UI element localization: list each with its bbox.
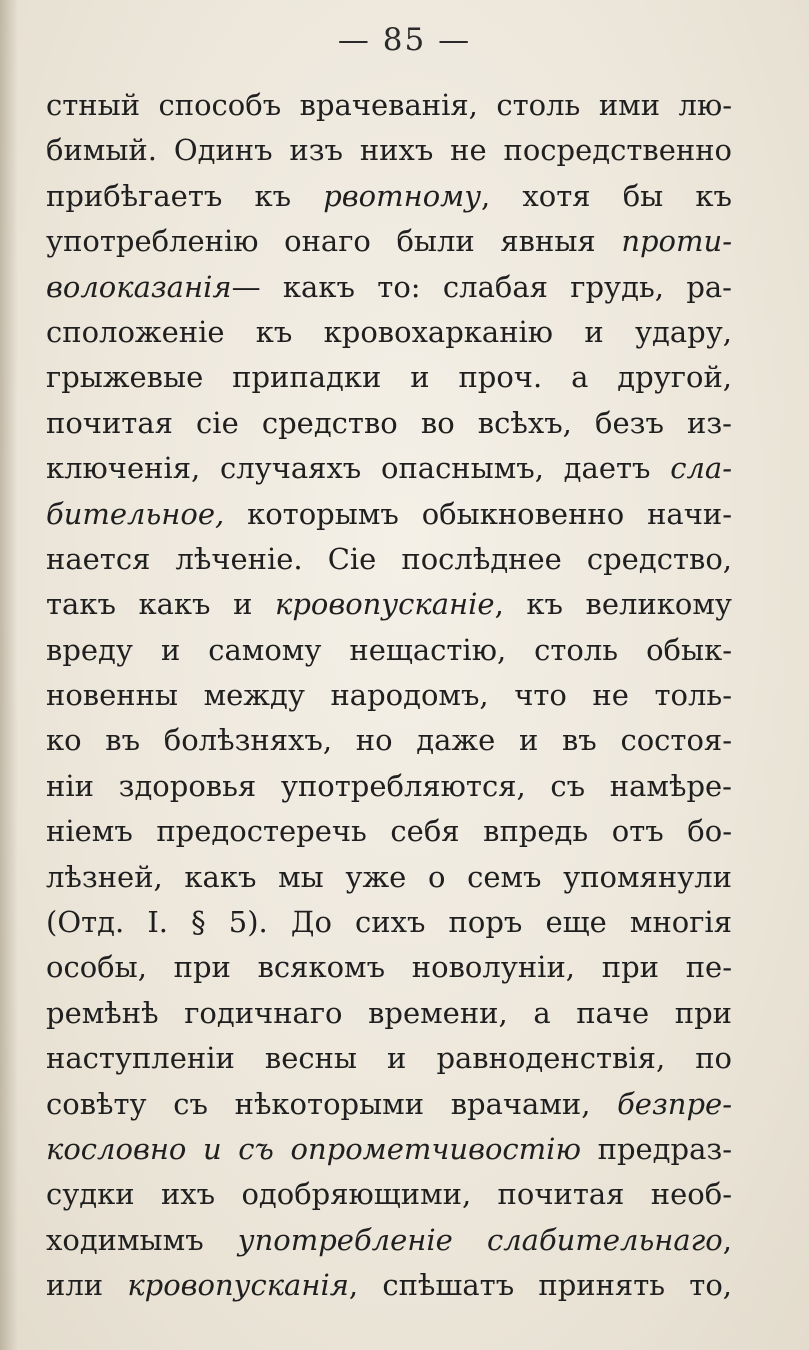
text-line xyxy=(46,1218,732,1263)
italic-text: кословно и съ опрометчивостію xyxy=(46,1131,581,1166)
text-segment: грыжевые припадки и проч. а другой, xyxy=(46,360,732,395)
text-segment: судки ихъ одобряющими, почитая необ- xyxy=(46,1177,732,1212)
text-segment: ніемъ предостеречь себя впредь отъ бо- xyxy=(46,814,732,849)
text-segment: (Отд. I. § 5). До сихъ поръ еще многія xyxy=(46,905,732,940)
text-line xyxy=(46,446,732,491)
text-line xyxy=(46,673,732,718)
text-line xyxy=(46,718,732,763)
text-line xyxy=(46,265,732,310)
text-line xyxy=(46,764,732,809)
text-segment: — какъ то: слабая грудь, ра- xyxy=(231,269,732,304)
text-segment: , къ великому xyxy=(494,587,732,622)
text-segment: , спѣшатъ принять то, xyxy=(348,1268,732,1303)
text-segment: почитая сіе средство во всѣхъ, безъ из- xyxy=(46,405,732,440)
body-text xyxy=(46,83,732,1309)
text-line xyxy=(46,1127,732,1172)
text-segment: такъ какъ и xyxy=(46,587,275,622)
text-segment: ко въ болѣзняхъ, но даже и въ состоя- xyxy=(46,723,732,758)
italic-text: кровопусканія xyxy=(127,1268,349,1303)
text-segment: употребленію онаго были явныя xyxy=(46,224,622,259)
text-line xyxy=(46,128,732,173)
text-line xyxy=(46,855,732,900)
page-number: — 85 — xyxy=(337,22,472,58)
italic-text: употребленіе слабительнаго xyxy=(237,1222,723,1257)
text-segment: лѣзней, какъ мы уже о семъ упомянули xyxy=(46,859,732,894)
text-segment: бимый. Одинъ изъ нихъ не посредственно xyxy=(46,133,732,168)
text-line xyxy=(46,83,732,128)
text-line xyxy=(46,1082,732,1127)
italic-text: безпре- xyxy=(617,1086,732,1121)
text-line xyxy=(46,991,732,1036)
italic-text: сла- xyxy=(670,451,732,486)
italic-text: рвотному xyxy=(323,178,482,213)
text-line xyxy=(46,582,732,627)
text-line xyxy=(46,900,732,945)
text-segment: совѣту съ нѣкоторыми врачами, xyxy=(46,1086,618,1121)
italic-text: бительное, xyxy=(46,496,225,531)
italic-text: проти- xyxy=(621,224,732,259)
text-line xyxy=(46,1172,732,1217)
text-segment: вреду и самому нещастію, столь обык- xyxy=(46,632,732,667)
italic-text: кровопусканіе xyxy=(275,587,495,622)
text-segment: особы, при всякомъ новолуніи, при пе- xyxy=(46,950,732,985)
text-line xyxy=(46,219,732,264)
text-segment: или xyxy=(46,1268,128,1303)
text-segment: сположеніе къ кровохарканію и удару, xyxy=(46,314,732,349)
text-segment: ключенія, случаяхъ опаснымъ, даетъ xyxy=(46,451,671,486)
text-segment: нается лѣченіе. Сіе послѣднее средство, xyxy=(46,541,732,576)
text-segment: , xyxy=(722,1222,732,1257)
text-segment: ходимымъ xyxy=(46,1222,238,1257)
italic-text: волоказанія xyxy=(46,269,232,304)
text-segment: новенны между народомъ, что не толь- xyxy=(46,678,732,713)
text-segment: ремѣнѣ годичнаго времени, а паче при xyxy=(46,995,732,1030)
text-line xyxy=(46,628,732,673)
text-line xyxy=(46,809,732,854)
text-line xyxy=(46,355,732,400)
text-line xyxy=(46,401,732,446)
text-segment: наступленіи весны и равноденствія, по xyxy=(46,1041,732,1076)
text-line xyxy=(46,492,732,537)
page-edge-shadow xyxy=(0,0,18,1350)
text-line xyxy=(46,310,732,355)
text-segment: прибѣгаетъ къ xyxy=(46,178,324,213)
text-line xyxy=(46,174,732,219)
text-segment: стный способъ врачеванія, столь ими лю- xyxy=(46,88,732,122)
text-segment: предраз- xyxy=(580,1131,732,1166)
text-segment: которымъ обыкновенно начи- xyxy=(224,496,732,531)
text-line xyxy=(46,1263,732,1308)
text-segment: ніи здоровья употребляются, съ намѣре- xyxy=(46,768,732,803)
text-line xyxy=(46,537,732,582)
text-line xyxy=(46,945,732,990)
text-segment: , хотя бы къ xyxy=(481,178,732,213)
text-line xyxy=(46,1036,732,1081)
